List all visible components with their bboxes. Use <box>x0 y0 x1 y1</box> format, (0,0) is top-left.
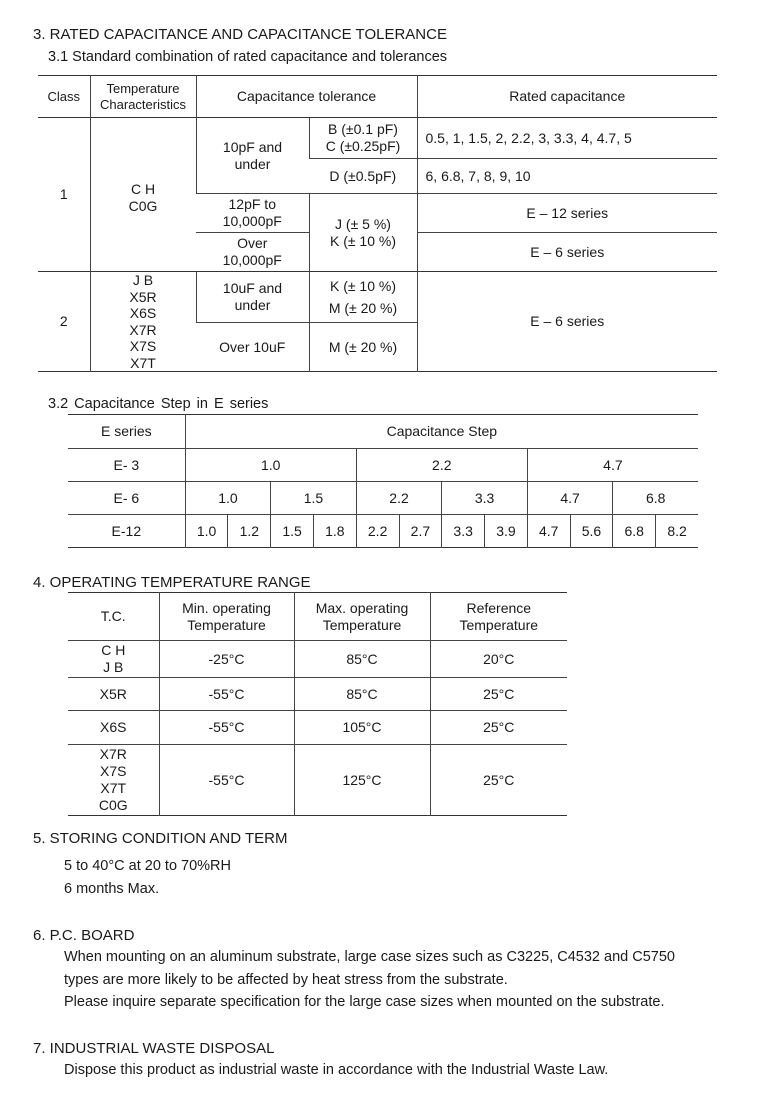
header-capacitance-tolerance: Capacitance tolerance <box>196 76 417 118</box>
step-cell: 2.7 <box>399 515 442 548</box>
tolerance-cell: B (±0.1 pF) C (±0.25pF) <box>309 118 417 159</box>
tc-cell: C H J B <box>68 641 159 678</box>
step-cell: 4.7 <box>527 482 613 515</box>
section-6-heading: 6. P.C. BOARD <box>33 927 135 944</box>
ref-temp-cell: 25°C <box>430 745 567 816</box>
operating-temperature-table <box>68 592 567 816</box>
max-temp-cell: 85°C <box>294 678 430 711</box>
section-3-2-subheading: 3.2 Capacitance Step in E series <box>48 396 269 412</box>
step-cell: 5.6 <box>570 515 613 548</box>
table-row <box>68 449 698 482</box>
section-3-1-subheading: 3.1 Standard combination of rated capacitance and tolerances <box>48 49 448 65</box>
max-temp-cell: 85°C <box>294 641 430 678</box>
range-cell: Over 10,000pF <box>196 233 309 272</box>
rated-cell: E – 6 series <box>417 272 717 372</box>
header-temperature-characteristics: Temperature Characteristics <box>90 76 196 118</box>
waste-disposal-text: Dispose this product as industrial waste in accordance with the Industrial Waste Law. <box>64 1062 609 1078</box>
series-label: E- 6 <box>68 482 185 515</box>
temp-char-cell: C H C0G <box>90 118 196 272</box>
header-class: Class <box>47 88 80 104</box>
step-cell: 6.8 <box>613 482 698 515</box>
pc-board-text-2: types are more likely to be affected by heat stress from the substrate. <box>64 972 508 988</box>
class-cell: 1 <box>38 118 90 272</box>
range-cell: 10pF and under <box>196 118 309 194</box>
step-cell: 3.9 <box>485 515 528 548</box>
table-row <box>68 482 698 515</box>
table-row <box>38 272 717 323</box>
step-cell: 1.0 <box>185 482 271 515</box>
header-e-series: E series <box>101 423 152 439</box>
step-cell: 4.7 <box>527 515 570 548</box>
table-row <box>68 745 567 816</box>
min-temp-cell: -55°C <box>159 678 294 711</box>
tolerance-cell: D (±0.5pF) <box>309 159 417 194</box>
series-label: E- 3 <box>68 449 185 482</box>
step-cell: 1.0 <box>185 515 228 548</box>
storing-term-text: 6 months Max. <box>64 881 160 897</box>
max-temp-cell: 125°C <box>294 745 430 816</box>
header-tc: T.C. <box>100 608 126 624</box>
min-temp-cell: -55°C <box>159 711 294 745</box>
step-cell: 6.8 <box>613 515 656 548</box>
class-cell: 2 <box>38 272 90 372</box>
step-cell: 2.2 <box>356 482 442 515</box>
tc-cell: X7R X7S X7T C0G <box>68 745 159 816</box>
header-max-temp: Max. operating Temperature <box>294 593 430 641</box>
tolerance-cell: M (± 20 %) <box>309 323 417 372</box>
e-series-table <box>68 414 698 548</box>
table-header-row <box>38 76 717 118</box>
table-row <box>68 641 567 678</box>
tc-cell: X6S <box>68 711 159 745</box>
section-5-heading: 5. STORING CONDITION AND TERM <box>33 830 288 847</box>
rated-cell: E – 12 series <box>417 194 717 233</box>
ref-temp-cell: 20°C <box>430 641 567 678</box>
ref-temp-cell: 25°C <box>430 711 567 745</box>
header-min-temp: Min. operating Temperature <box>159 593 294 641</box>
header-ref-temp: Reference Temperature <box>430 593 567 641</box>
table-header-row <box>68 415 698 449</box>
tc-cell: X5R <box>68 678 159 711</box>
storing-condition-text: 5 to 40°C at 20 to 70%RH <box>64 858 232 874</box>
table-row <box>68 515 698 548</box>
section-4-heading: 4. OPERATING TEMPERATURE RANGE <box>33 574 311 591</box>
step-cell: 1.8 <box>313 515 356 548</box>
section-7-heading: 7. INDUSTRIAL WASTE DISPOSAL <box>33 1040 275 1057</box>
header-capacitance-step: Capacitance Step <box>185 415 698 449</box>
rated-capacitance-table <box>38 75 717 372</box>
step-cell: 1.5 <box>271 515 314 548</box>
rated-cell: 0.5, 1, 1.5, 2, 2.2, 3, 3.3, 4, 4.7, 5 <box>417 118 717 159</box>
step-cell: 2.2 <box>356 515 399 548</box>
step-cell: 1.5 <box>271 482 357 515</box>
tolerance-cell: J (± 5 %) K (± 10 %) <box>309 194 417 272</box>
max-temp-cell: 105°C <box>294 711 430 745</box>
step-cell: 1.0 <box>185 449 356 482</box>
pc-board-text-1: When mounting on an aluminum substrate, large case sizes such as C3225, C4532 and C5750 <box>64 949 675 965</box>
table-row <box>38 118 717 159</box>
step-cell: 2.2 <box>356 449 527 482</box>
table-header-row <box>68 593 567 641</box>
range-cell: 12pF to 10,000pF <box>196 194 309 233</box>
step-cell: 3.3 <box>442 482 528 515</box>
tolerance-cell: K (± 10 %) M (± 20 %) <box>309 272 417 323</box>
step-cell: 3.3 <box>442 515 485 548</box>
section-3-heading: 3. RATED CAPACITANCE AND CAPACITANCE TOLERANCE <box>33 26 447 43</box>
rated-cell: 6, 6.8, 7, 8, 9, 10 <box>417 159 717 194</box>
min-temp-cell: -55°C <box>159 745 294 816</box>
range-cell: 10uF and under <box>196 272 309 323</box>
range-cell: Over 10uF <box>196 323 309 372</box>
ref-temp-cell: 25°C <box>430 678 567 711</box>
table-row <box>68 678 567 711</box>
pc-board-text-3: Please inquire separate specification for the large case sizes when mounted on the substrate. <box>64 994 665 1010</box>
table-row <box>68 711 567 745</box>
rated-cell: E – 6 series <box>417 233 717 272</box>
temp-char-cell: J B X5R X6S X7R X7S X7T <box>90 272 196 372</box>
step-cell: 8.2 <box>656 515 698 548</box>
step-cell: 4.7 <box>527 449 698 482</box>
step-cell: 1.2 <box>228 515 271 548</box>
series-label: E-12 <box>68 515 185 548</box>
min-temp-cell: -25°C <box>159 641 294 678</box>
header-rated-capacitance: Rated capacitance <box>417 76 717 118</box>
